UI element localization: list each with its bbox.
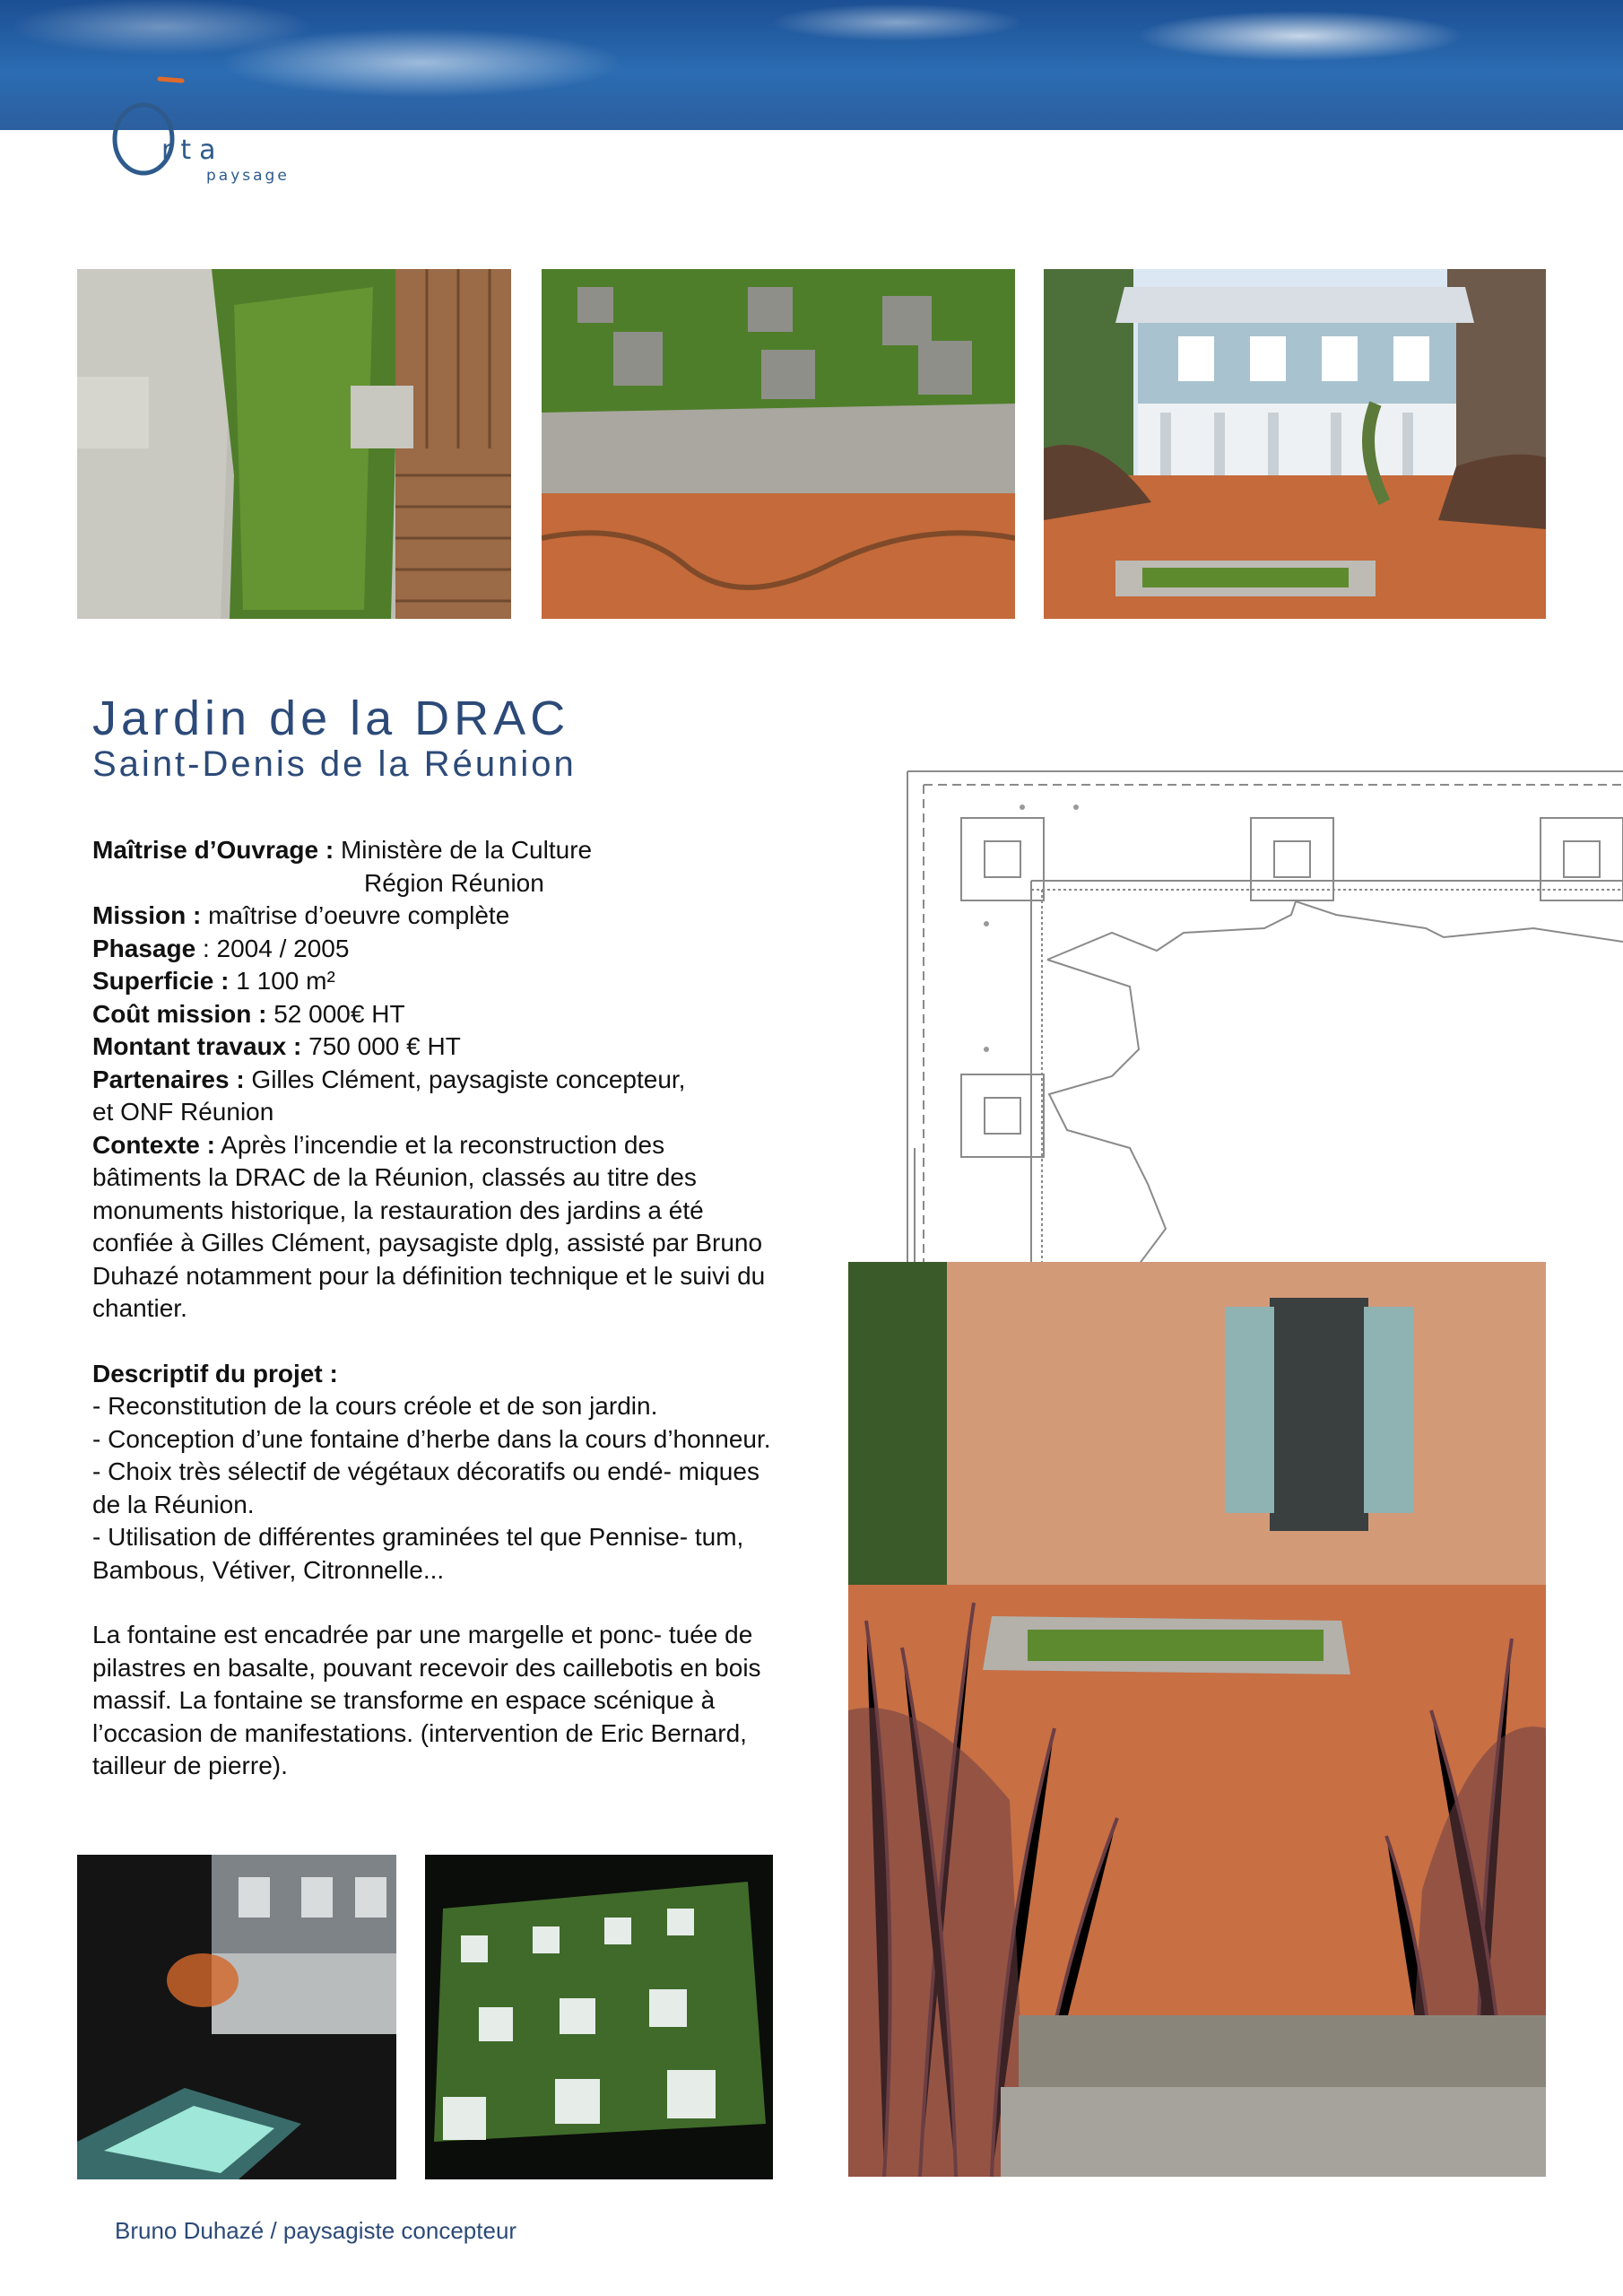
- logo-tagline: paysage: [206, 167, 290, 185]
- montant-value: 750 000 € HT: [308, 1032, 461, 1060]
- cout-label: Coût mission :: [92, 999, 267, 1028]
- mission-line: [92, 900, 774, 933]
- page-subtitle: Saint-Denis de la Réunion: [92, 744, 577, 784]
- montant-line: [92, 1031, 774, 1064]
- photo-garden-courtyard: [848, 1262, 1546, 2177]
- maitrise-value-2: Région Réunion: [364, 868, 544, 897]
- descriptif-item-4: - Utilisation de différentes graminées tel que Pennise- tum, Bambous, Vétiver, Citronnelle...: [92, 1523, 744, 1584]
- descriptif-heading: Descriptif du projet :: [92, 1359, 338, 1387]
- partenaires-line: [92, 1064, 774, 1097]
- photo-grass-fountain-pillars: [542, 269, 1015, 619]
- contexte-text: Après l’incendie et la reconstruction des bâtiments la DRAC de la Réunion, classés au titre des monuments historique, la restauration des jardins a été confiée à Gilles Clément, paysagiste dplg, assisté par Bruno Duhazé notamment pour la définition technique et le suivi du chantier.: [92, 1130, 766, 1322]
- maitrise-value: Ministère de la Culture: [340, 836, 593, 864]
- partenaires-label: Partenaires :: [92, 1065, 245, 1093]
- project-details: [92, 834, 774, 1783]
- descriptif-item-1: - Reconstitution de la cours créole et de son jardin.: [92, 1392, 658, 1420]
- photo-night-building: [77, 1855, 396, 2179]
- fontaine-paragraph: La fontaine est encadrée par une margelle et ponc- tuée de pilastres en basalte, pouvant recevoir des caillebotis en bois massif. La fontaine se transforme en espace scénique à l’occasion de manifestations. (intervention de Eric Bernard, tailleur de pierre).: [92, 1621, 761, 1779]
- maitrise-label: Maîtrise d’Ouvrage :: [92, 836, 334, 864]
- superficie-value: 1 100 m²: [236, 967, 335, 995]
- plan-drawing: [888, 753, 1623, 1265]
- cout-value: 52 000€ HT: [273, 999, 405, 1028]
- orta-logo: [106, 72, 339, 188]
- superficie-line: [92, 965, 774, 998]
- logo-name: rta: [161, 135, 224, 166]
- phasage-value: : 2004 / 2005: [202, 934, 350, 962]
- descriptif-item-3: - Choix très sélectif de végétaux décoratifs ou endé- miques de la Réunion.: [92, 1457, 759, 1518]
- photo-stone-grass-deck: [77, 269, 511, 619]
- partenaires-value: Gilles Clément, paysagiste concepteur,: [251, 1065, 686, 1093]
- mission-label: Mission :: [92, 901, 202, 929]
- phasage-label: Phasage: [92, 934, 196, 962]
- partenaires-value-2: et ONF Réunion: [92, 1098, 274, 1126]
- maitrise-line: [92, 834, 774, 867]
- descriptif-item-2: - Conception d’une fontaine d’herbe dans la cours d’honneur.: [92, 1424, 771, 1453]
- superficie-label: Superficie :: [92, 967, 230, 995]
- photo-night-fountain: [425, 1855, 773, 2179]
- photo-drac-building: [1044, 269, 1546, 619]
- contexte-paragraph: [92, 1129, 774, 1326]
- page-title: Jardin de la DRAC: [92, 691, 570, 745]
- footer-credit: Bruno Duhazé / paysagiste concepteur: [115, 2217, 517, 2244]
- mission-value: maîtrise d’oeuvre complète: [208, 901, 510, 929]
- cout-line: [92, 998, 774, 1031]
- phasage-line: [92, 933, 774, 966]
- montant-label: Montant travaux :: [92, 1032, 302, 1060]
- contexte-label: Contexte :: [92, 1130, 215, 1159]
